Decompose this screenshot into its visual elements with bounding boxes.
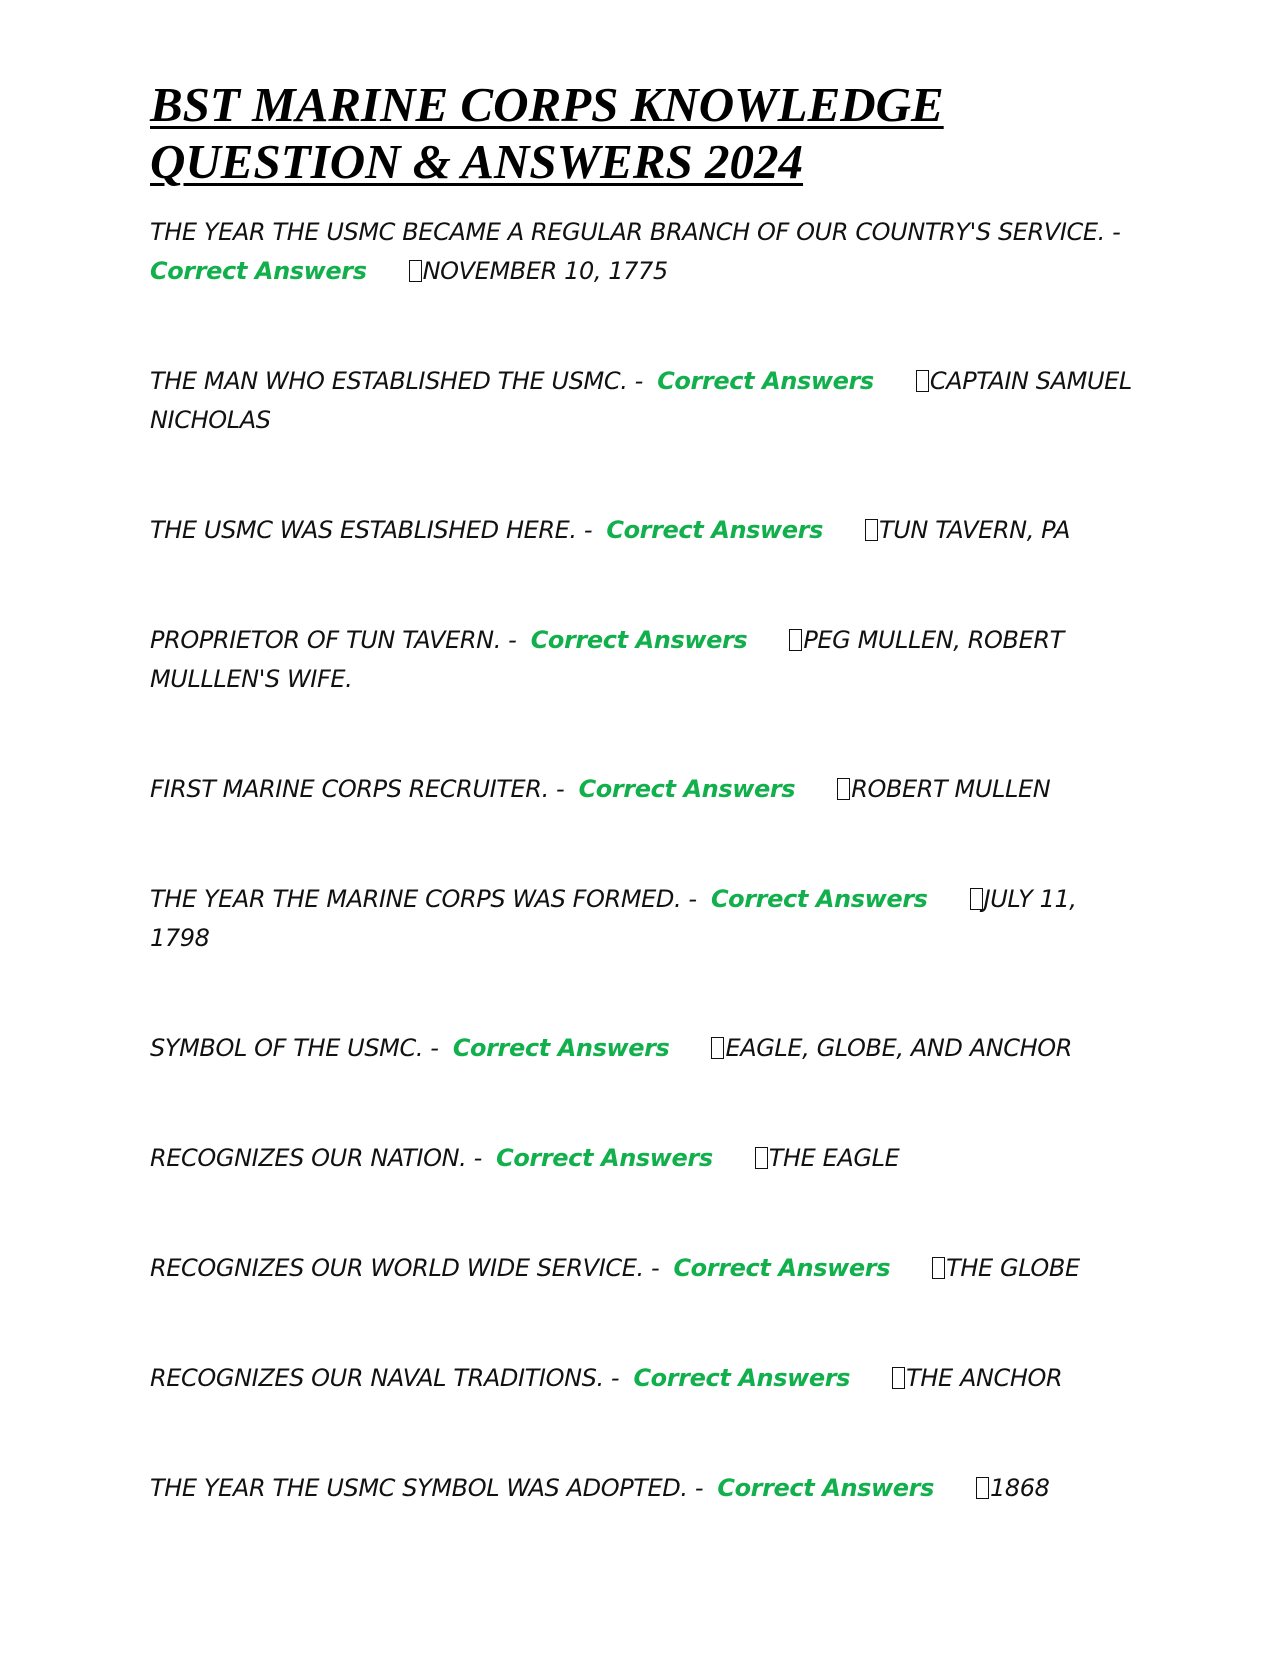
qa-question: FIRST MARINE CORPS RECRUITER. [150,775,549,803]
missing-glyph-icon [837,778,850,800]
missing-glyph-icon [970,888,983,910]
document-page [150,76,1140,1508]
qa-answer: 1868 [989,1474,1050,1502]
qa-answer: CAPTAIN SAMUEL NICHOLAS [150,367,1132,434]
qa-item [150,1249,1140,1288]
missing-glyph-icon [892,1367,905,1389]
qa-question: RECOGNIZES OUR WORLD WIDE SERVICE. [150,1254,644,1282]
qa-separator: - [548,775,565,803]
correct-answers-label: Correct Answers [717,1474,934,1502]
qa-item [150,1139,1140,1178]
qa-separator: - [603,1364,620,1392]
qa-separator: - [627,367,643,395]
qa-item [150,362,1140,440]
qa-answer: THE ANCHOR [906,1364,1063,1392]
qa-item [150,511,1140,550]
qa-separator: - [643,1254,660,1282]
correct-answers-label: Correct Answers [606,516,823,544]
qa-question: THE YEAR THE USMC BECAME A REGULAR BRANCH OF OUR COUNTRY'S SERVICE. [150,218,1105,246]
qa-question: PROPRIETOR OF TUN TAVERN. [150,626,501,654]
missing-glyph-icon [932,1257,945,1279]
qa-separator: - [423,1034,439,1062]
correct-answers-label: Correct Answers [150,257,367,285]
correct-answers-label: Correct Answers [578,775,796,803]
qa-list [150,213,1140,1508]
qa-separator: - [576,516,593,544]
qa-separator: - [500,626,517,654]
qa-separator: - [681,885,697,913]
missing-glyph-icon [865,519,878,541]
qa-item [150,770,1140,809]
qa-answer: TUN TAVERN, PA [879,516,1071,544]
qa-question: THE USMC WAS ESTABLISHED HERE. [150,516,577,544]
qa-item [150,1029,1140,1068]
document-title: BST MARINE CORPS KNOWLEDGE QUESTION & ANSWERS 2024 [150,77,944,189]
correct-answers-label: Correct Answers [633,1364,851,1392]
qa-answer: EAGLE, GLOBE, AND ANCHOR [725,1034,1073,1062]
qa-question: THE YEAR THE MARINE CORPS WAS FORMED. [150,885,682,913]
missing-glyph-icon [711,1037,724,1059]
qa-answer: THE GLOBE [946,1254,1080,1282]
qa-answer: ROBERT MULLEN [851,775,1051,803]
missing-glyph-icon [789,629,802,651]
correct-answers-label: Correct Answers [673,1254,891,1282]
qa-separator: - [466,1144,482,1172]
qa-question: THE YEAR THE USMC SYMBOL WAS ADOPTED. [150,1474,688,1502]
correct-answers-label: Correct Answers [530,626,748,654]
qa-separator: - [687,1474,704,1502]
missing-glyph-icon [409,260,422,282]
qa-item [150,621,1140,699]
correct-answers-label: Correct Answers [496,1144,713,1172]
qa-answer: NOVEMBER 10, 1775 [422,257,668,285]
correct-answers-label: Correct Answers [657,367,874,395]
qa-answer: JULY 11, 1798 [150,885,1077,952]
correct-answers-label: Correct Answers [710,885,928,913]
missing-glyph-icon [755,1147,768,1169]
qa-item [150,213,1140,291]
qa-question: RECOGNIZES OUR NAVAL TRADITIONS. [150,1364,604,1392]
correct-answers-label: Correct Answers [452,1034,670,1062]
qa-question: SYMBOL OF THE USMC. [150,1034,424,1062]
missing-glyph-icon [916,370,929,392]
qa-answer: PEG MULLEN, ROBERT MULLLEN'S WIFE. [150,626,1064,693]
qa-item [150,880,1140,958]
qa-item [150,1469,1140,1508]
qa-separator: - [1104,218,1121,246]
qa-answer: THE EAGLE [768,1144,900,1172]
qa-question: RECOGNIZES OUR NATION. [150,1144,467,1172]
qa-question: THE MAN WHO ESTABLISHED THE USMC. [150,367,628,395]
missing-glyph-icon [976,1477,989,1499]
qa-item [150,1359,1140,1398]
